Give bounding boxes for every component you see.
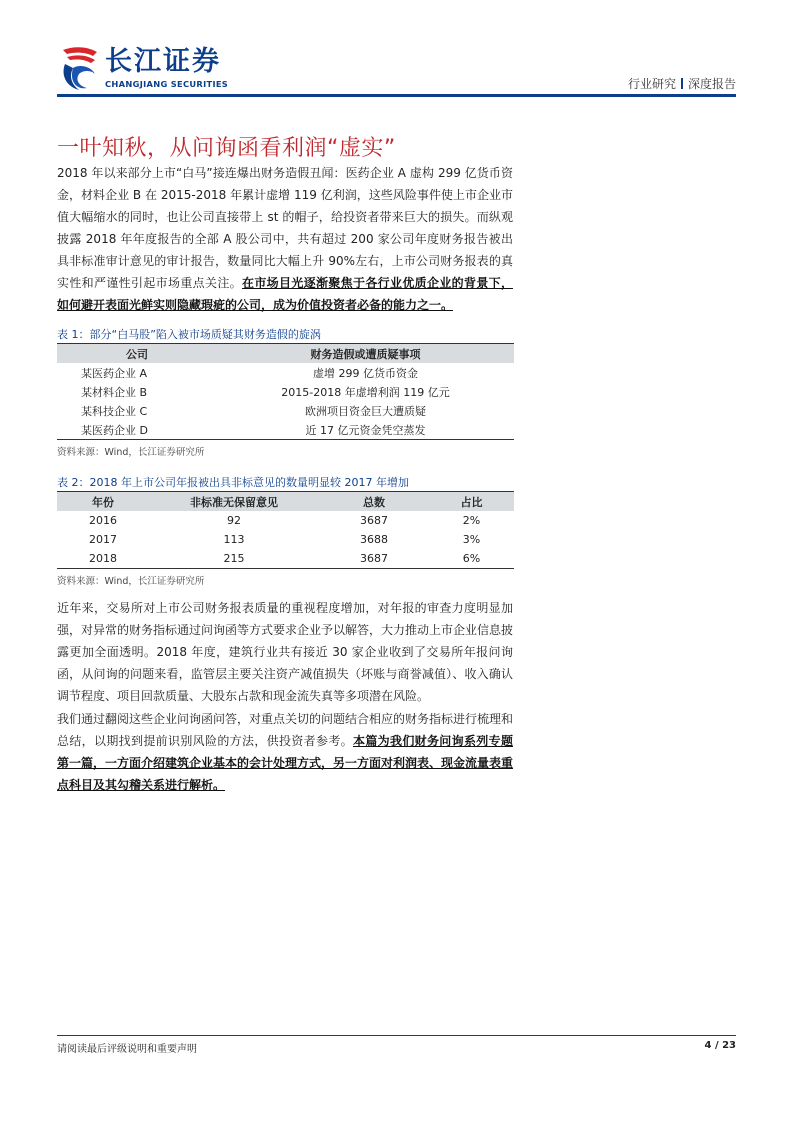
table-cell: 6% [429, 549, 514, 569]
intro-emphasis: 在市场目光逐渐聚焦于各行业优质企业的背景下，如何避开表面光鲜实则隐藏瑕疵的公司，成为价值投资者必备的能力之一。 [57, 276, 513, 312]
table-cell: 某医药企业 D [57, 420, 217, 440]
table2-source: 资料来源：Wind，长江证券研究所 [57, 576, 205, 587]
table2-header-cell: 占比 [429, 492, 514, 512]
header-divider [57, 94, 736, 97]
table-cell: 虚增 299 亿货币资金 [313, 366, 418, 380]
table-cell: 2% [462, 514, 481, 527]
body-emphasis-3: 本篇为我们财务问询系列专题第一篇，一方面介绍建筑企业基本的会计处理方式，另一方面对利润表、现金流量表重点科目及其勾稽关系进行解析。 [57, 734, 514, 792]
table-cell: 2018 [57, 549, 149, 569]
company-logo [57, 44, 247, 94]
table-row [57, 401, 514, 420]
table-cell: 2016 [89, 514, 117, 527]
table-cell: 3688 [360, 533, 388, 546]
table-cell: 113 [223, 533, 245, 546]
table2-caption: 表 2：2018 年上市公司年报被出具非标意见的数量明显较 2017 年增加 [57, 476, 409, 489]
table-row [57, 382, 514, 401]
table1 [57, 343, 514, 440]
table-cell: 2015-2018 年虚增利润 119 亿元 [281, 385, 450, 399]
logo-english-name: CHANGJIANG SECURITIES [105, 79, 229, 89]
table2-header-cell: 年份 [57, 492, 149, 512]
table2 [57, 491, 514, 569]
intro-text: 2018 年以来部分上市“白马”接连爆出财务造假丑闻：医药企业 A 虚构 299 亿货币资金，材料企业 B 在 2015-2018 年累计虚增 119 亿利润，这些风险事件使上市企业市值大幅缩水的同时，也让公司直接带上 st 的帽子，给投资者带来巨大的损失。而纵观披露 2018 年年度报告的全部 A 股公司中，共有超过 200 家公司年度财务报告被出具非标准审计意见的审计报告，数量同比大幅上升 90%左右，上市公司财务报表的真实性和严谨性引起市场重点关注。 [57, 166, 513, 290]
body-text-2: 近年来，交易所对上市公司财务报表质量的重视程度增加，对年报的审查力度明显加强，对异常的财务指标通过问询函等方式要求企业予以解答，大力推动上市企业信息披露更加全面透明。2018 年度，建筑行业共有接近 30 家企业收到了交易所年报问询函，从问询的问题来看，监管层主要关注资产减值损失（坏账与商誉减值）、收入确认调节程度、项目回款质量、大股东占款和现金流失真等多项潜在风险。 [57, 601, 514, 703]
table-row [57, 511, 514, 530]
body-paragraph-2 [57, 597, 513, 707]
report-type-label: 深度报告 [687, 77, 736, 91]
table-cell: 92 [227, 514, 241, 527]
table-cell: 某科技企业 C [81, 404, 148, 418]
section-title: 一叶知秋，从问询函看利润“虚实” [57, 136, 396, 161]
table-cell: 3687 [319, 549, 429, 569]
table-cell: 3687 [360, 514, 388, 527]
table1-source: 资料来源：Wind，长江证券研究所 [57, 447, 205, 458]
table-cell: 3% [462, 533, 481, 546]
table-cell: 某医药企业 A [81, 366, 148, 380]
table-row [57, 549, 514, 569]
table-cell: 近 17 亿元资金凭空蒸发 [217, 420, 514, 440]
body-text-3: 我们通过翻阅这些企业问询函问答，对重点关切的问题结合相应的财务指标进行梳理和总结，以期找到提前识别风险的方法，供投资者参考。 [57, 712, 514, 748]
footer-divider [57, 1035, 736, 1036]
body-paragraph-3 [57, 708, 513, 796]
category-divider [681, 78, 683, 89]
table-row [57, 363, 514, 382]
footer-disclaimer: 请阅读最后评级说明和重要声明 [57, 1044, 197, 1055]
page-number: 4 / 23 [704, 1040, 736, 1051]
table-cell: 215 [149, 549, 319, 569]
logo-mark-icon [57, 44, 101, 92]
table-cell: 欧洲项目资金巨大遭质疑 [305, 404, 426, 418]
table-row [57, 420, 514, 440]
table-row [57, 530, 514, 549]
category-label: 行业研究 [627, 77, 676, 91]
table1-header-cell: 公司 [57, 344, 217, 364]
table1-caption: 表 1：部分“白马股”陷入被市场质疑其财务造假的旋涡 [57, 328, 321, 341]
intro-paragraph [57, 162, 513, 316]
table-cell: 某材料企业 B [81, 385, 148, 399]
table2-header-cell: 非标准无保留意见 [149, 492, 319, 512]
table1-header-row [57, 344, 514, 364]
table2-header-cell: 总数 [319, 492, 429, 512]
table-cell: 2017 [89, 533, 117, 546]
report-category [628, 75, 736, 92]
table2-header-row [57, 492, 514, 512]
logo-chinese-name: 长江证券 [105, 46, 221, 77]
table1-header-cell: 财务造假或遭质疑事项 [217, 344, 514, 364]
